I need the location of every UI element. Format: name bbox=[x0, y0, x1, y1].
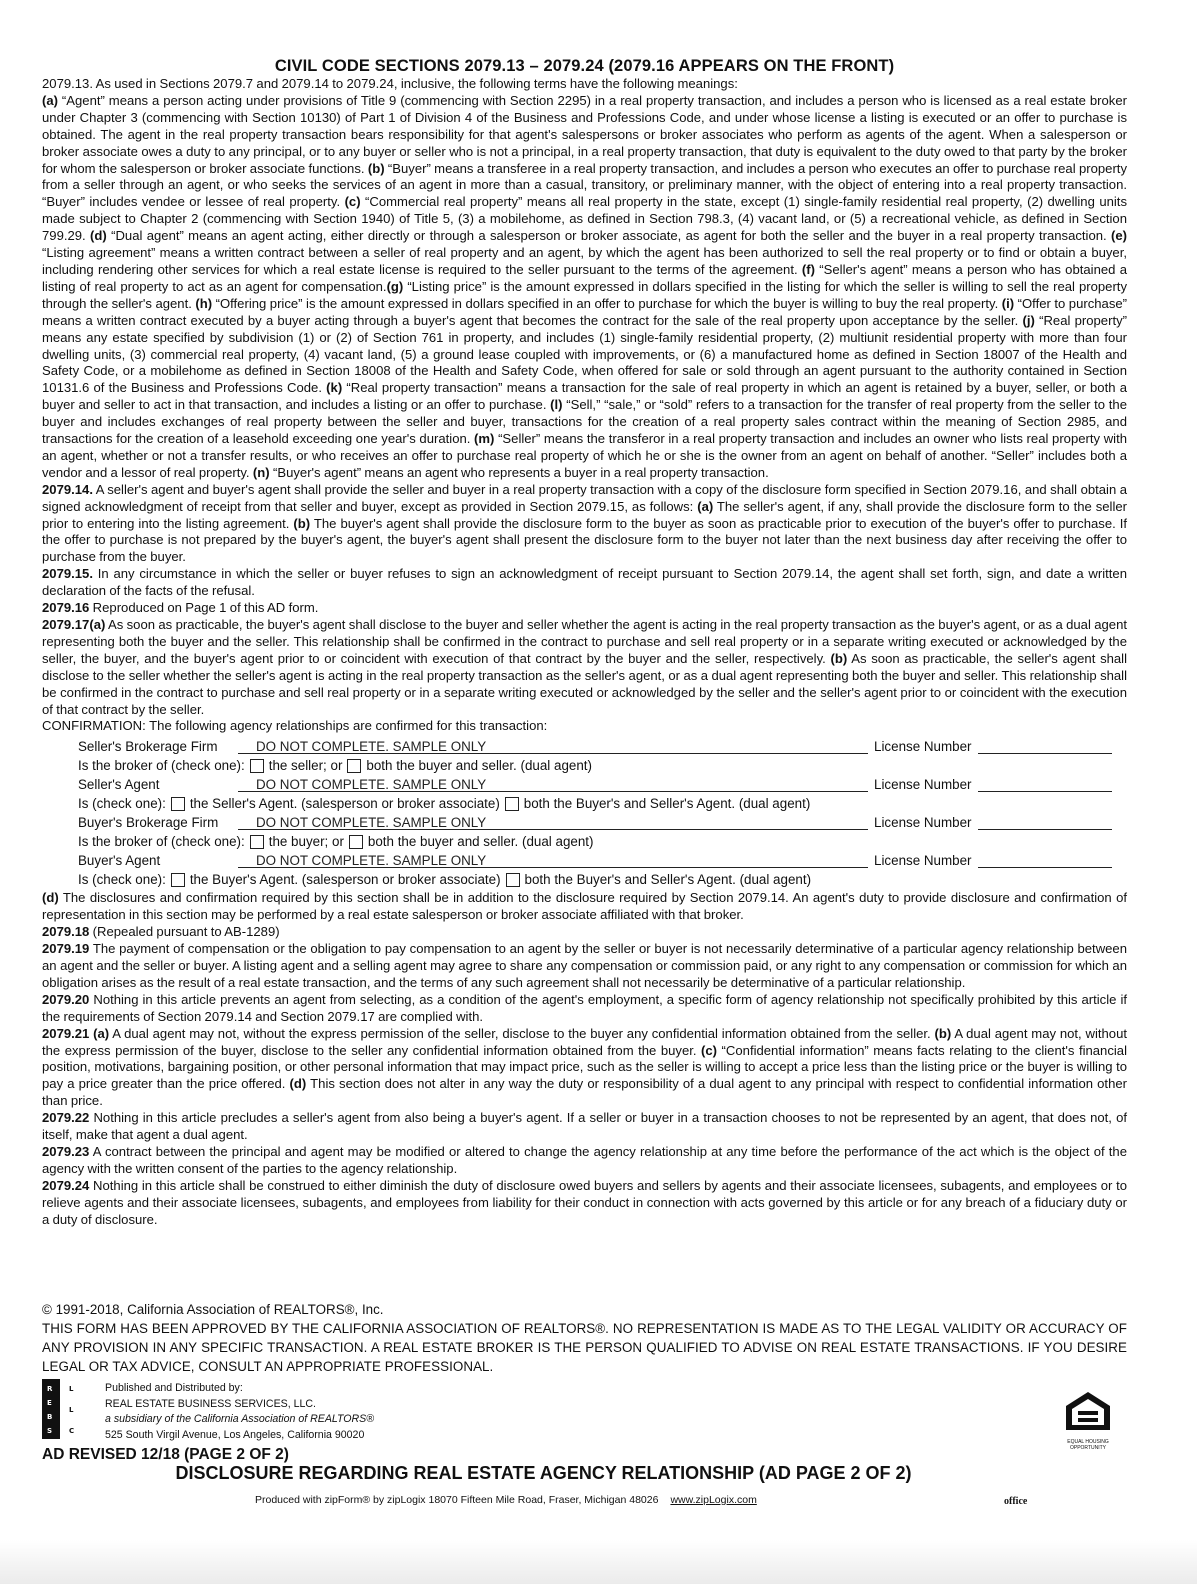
disclosure-title: DISCLOSURE REGARDING REAL ESTATE AGENCY RELATIONSHIP (AD PAGE 2 OF 2) bbox=[175, 1463, 912, 1483]
seller-agent-label: Seller's Agent bbox=[78, 777, 160, 793]
clause-text: The disclosures and confirmation required by this section shall be in addition to the disclosure required by Section 2079.14. An agent's duty to provide disclosure and confirmation of representation in this section may be performed by a real estate salesperson or broker associate affiliated with that broker. bbox=[42, 890, 1127, 923]
section-number: 2079.21 (a) bbox=[42, 1025, 110, 1041]
buyer-firm-label: Buyer's Brokerage Firm bbox=[78, 815, 219, 831]
footer-notice bbox=[42, 1300, 1127, 1376]
clause-label: (f) bbox=[801, 261, 815, 277]
section-2079-14 bbox=[42, 482, 1127, 567]
seller-agent-license-field[interactable] bbox=[978, 777, 1112, 792]
logo-letter: L bbox=[69, 1385, 74, 1393]
license-number-label: License Number bbox=[874, 777, 972, 793]
clause-text: “Listing agreement” means a written contract between a seller of real property and an agent, by which the agent has been authorized to sell the real property or to find or obtain a buyer, including rendering other services for which a real estate license is required to the seller pursuant to the terms of the agreement. bbox=[42, 245, 1127, 277]
buyer-broker-buyer-checkbox[interactable] bbox=[250, 835, 264, 849]
section-2079-16 bbox=[42, 600, 1127, 617]
buyer-agent-single-checkbox[interactable] bbox=[171, 873, 185, 887]
clause-label: (m) bbox=[474, 431, 495, 447]
buyer-firm-row bbox=[78, 811, 1127, 830]
form-revision: AD REVISED 12/18 (PAGE 2 OF 2) bbox=[42, 1446, 289, 1463]
clause-label: (b) bbox=[934, 1025, 952, 1041]
seller-broker-opt1-label: the seller; or bbox=[268, 758, 343, 774]
ziplogix-link[interactable]: www.zipLogix.com bbox=[670, 1494, 757, 1506]
section-text: (Repealed pursuant to AB-1289) bbox=[89, 924, 280, 940]
seller-firm-license-field[interactable] bbox=[978, 739, 1112, 754]
seller-broker-row bbox=[78, 754, 1127, 773]
equal-housing-logo bbox=[1060, 1390, 1120, 1451]
clause-text: “Offer to purchase” means a written contract executed by a buyer acting through a buyer's agent that becomes the contract for the sale of the real property upon acceptance by the seller. bbox=[42, 295, 1128, 328]
clause-text: “Commercial real property” means all real property in the state, except (1) single-family residential real property, (2) dwelling units made subject to Chapter 2 (commencing with Section 1940) of Title 5, (3) a mobilehome, as defined in Section 798.3, (4) vacant land, or (5) a recreational vehicle, as defined in Section 799.29. bbox=[42, 194, 1127, 244]
document-body bbox=[42, 76, 1127, 718]
section-text: Nothing in this article precludes a seller's agent from also being a buyer's agent. If a seller or buyer in a transaction chooses to not be represented by an agent, that does not, of itself, make that agent a dual agent. bbox=[42, 1110, 1127, 1143]
seller-broker-opt2-label: both the buyer and seller. (dual agent) bbox=[366, 758, 592, 774]
section-number: 2079.14. bbox=[42, 481, 93, 497]
buyer-agent-dual-checkbox[interactable] bbox=[506, 873, 520, 887]
section-number: 2079.15. bbox=[42, 566, 93, 582]
legal-disclaimer: THIS FORM HAS BEEN APPROVED BY THE CALIFORNIA ASSOCIATION OF REALTORS®. NO REPRESENTATION IS MADE AS TO THE LEGAL VALIDITY OR ACCURACY OF ANY PROVISION IN ANY SPECIFIC TRANSACTION. A REAL ESTATE BROKER IS THE PERSON QUALIFIED TO ADVISE ON REAL ESTATE TRANSACTIONS. IF YOU DESIRE LEGAL OR TAX ADVICE, CONSULT AN APPROPRIATE PROFESSIONAL. bbox=[42, 1321, 1127, 1374]
buyer-firm-field[interactable]: DO NOT COMPLETE. SAMPLE ONLY bbox=[238, 815, 868, 830]
clause-text: A dual agent may not, without the express permission of the seller, disclose to the buyer any confidential information obtained from the seller. bbox=[109, 1025, 935, 1041]
logo-letter: E bbox=[47, 1399, 52, 1407]
section-text: A seller's agent and buyer's agent shall provide the seller and buyer in a real property transaction with a copy of the disclosure form specified in Section 2079.16, and shall obtain a signed acknowledgment of receipt from that seller and buyer, except as provided in Section 2079.15, as follows: bbox=[42, 481, 1127, 514]
logo-letter: B bbox=[47, 1413, 53, 1421]
clause-text: “Listing price” is the amount expressed in dollars specified in the listing for which the seller is willing to sell the real property through the seller's agent. bbox=[42, 278, 1127, 311]
clause-text: “Real property” means any estate specified by subdivision (1) or (2) of Section 761 in property, and includes (1) single-family residential property, (2) multiunit residential property with more than four dwelling units, (3) commercial real property, (4) vacant land, (5) a ground lease coupled with improvements, or (6) a manufactured home as defined in Section 18007 of the Health and Safety Code, or a mobilehome as defined in Section 18008 of the Health and Safety Code, when offered for sale or sold through an agent pursuant to the authority contained in Section 10131.6 of the Business and Professions Code. bbox=[42, 312, 1127, 396]
publisher-text bbox=[105, 1381, 374, 1443]
section-number: 2079.22 bbox=[42, 1110, 90, 1126]
document-page bbox=[42, 56, 1127, 1228]
clause-label: (c) bbox=[701, 1042, 718, 1058]
buyer-agent-opt2-label: both the Buyer's and Seller's Agent. (dual agent) bbox=[524, 872, 812, 888]
seller-agent-row bbox=[78, 773, 1127, 792]
seller-agent-prefix: Is (check one): bbox=[78, 796, 166, 812]
section-2079-17-d bbox=[42, 890, 1127, 924]
clause-text: “Sell,” “sale,” or “sold” refers to a transaction for the transfer of real property from the seller to the buyer and includes exchanges of real property between the seller and buyer, transactions for the creation of a real property sales contract within the meaning of Section 2985, and transactions for the creation of a leasehold exceeding one year's duration. bbox=[42, 397, 1127, 447]
section-text: Nothing in this article prevents an agent from selecting, as a condition of the agent's employment, a specific form of agency relationship not specifically prohibited by this article if the requirements of Section 2079.14 and Section 2079.17 are complied with. bbox=[42, 991, 1127, 1024]
section-2079-13 bbox=[42, 76, 1127, 482]
equal-housing-icon bbox=[1060, 1390, 1116, 1434]
logo-letter: L bbox=[69, 1406, 74, 1414]
page-bottom-edge bbox=[0, 1540, 1197, 1584]
seller-firm-field[interactable]: DO NOT COMPLETE. SAMPLE ONLY bbox=[238, 739, 868, 754]
clause-label: (i) bbox=[1001, 295, 1015, 311]
clause-label: (j) bbox=[1022, 312, 1035, 328]
produced-text: Produced with zipForm® by zipLogix 18070 Fifteen Mile Road, Fraser, Michigan 48026 bbox=[255, 1494, 659, 1506]
clause-label: (d) bbox=[289, 1076, 307, 1092]
section-number: 2079.18 bbox=[42, 924, 90, 940]
clause-text: “Buyer” means a transferee in a real property transaction, and includes a person who executes an offer to purchase real property from a seller through an agent, or who seeks the services of an agent in more than a casual, transitory, or preliminary manner, with the object of entering into a real property transaction. “Buyer” includes vendee or lessee of real property. bbox=[42, 160, 1127, 210]
section-number: 2079.19 bbox=[42, 941, 90, 957]
clause-text: “Seller's agent” means a person who has obtained a listing of real property to act as an agent for compensation. bbox=[42, 261, 1127, 294]
section-text: A contract between the principal and agent may be modified or altered to change the agency relationship at any time before the performance of the act which is the object of the agency with the written consent of the parties to the agency relationship. bbox=[42, 1143, 1127, 1176]
buyer-agent-row bbox=[78, 849, 1127, 868]
buyer-broker-row bbox=[78, 830, 1127, 849]
clause-text: The buyer's agent shall provide the disclosure form to the buyer as soon as practicable prior to execution of the buyer's offer to purchase. If the offer to purchase is not prepared by the buyer's agent, the buyer's agent shall present the disclosure form to the buyer not later than the next business day after receiving the offer to purchase from the buyer. bbox=[42, 515, 1128, 565]
seller-agent-field[interactable]: DO NOT COMPLETE. SAMPLE ONLY bbox=[238, 777, 868, 792]
buyer-firm-license-field[interactable] bbox=[978, 815, 1112, 830]
clause-text: “Seller” means the transferor in a real property transaction and includes an owner who lists real property with an agent, whether or not a transfer results, or who receives an offer to purchase real property of which he or she is the owner from an agent on behalf of another. “Seller” includes both a vendor and a lessor of real property. bbox=[42, 431, 1127, 480]
section-text: In any circumstance in which the seller or buyer refuses to sign an acknowledgment of receipt pursuant to Section 2079.14, the agent shall set forth, sign, and date a written declaration of the facts of the refusal. bbox=[42, 566, 1127, 599]
section-number: 2079.24 bbox=[42, 1177, 90, 1193]
seller-agent-opt2-label: both the Buyer's and Seller's Agent. (dual agent) bbox=[523, 796, 811, 812]
publisher-block bbox=[42, 1379, 462, 1439]
publisher-line: a subsidiary of the California Association of REALTORS® bbox=[105, 1413, 375, 1425]
clause-text: The seller's agent, if any, shall provide the disclosure form to the seller prior to entering into the listing agreement. bbox=[42, 498, 1127, 531]
buyer-agent-check-row bbox=[78, 868, 1127, 887]
section-2079-15 bbox=[42, 566, 1127, 600]
buyer-agent-label: Buyer's Agent bbox=[78, 853, 161, 869]
seller-broker-prefix: Is the broker of (check one): bbox=[78, 758, 245, 774]
clause-label: (a) bbox=[697, 498, 714, 514]
clause-text: “Agent” means a person acting under provisions of Title 9 (commencing with Section 2295) in a real property transaction, and includes a person who is licensed as a real estate broker under Chapter 3 (commencing with Section 10130) of Part 1 of Division 4 of the Business and Professions Code, and under whose license a listing is executed or an offer to purchase is obtained. The agent in the real property transaction bears responsibility for that agent's salespersons or broker associates who perform as agents of the agent. When a salesperson or broker associate owes a duty to any principal, or to any buyer or seller who is not a principal, in a real property transaction, that duty is equivalent to the duty owed to that party by the broker for whom the salesperson or broker associate functions. bbox=[42, 92, 1127, 176]
clause-label: (n) bbox=[252, 464, 270, 480]
clause-label: (k) bbox=[326, 380, 343, 396]
seller-agent-check-row bbox=[78, 792, 1127, 811]
section-2079-23 bbox=[42, 1144, 1127, 1178]
logo-letter: C bbox=[69, 1427, 75, 1435]
clause-text: This section does not alter in any way the duty or responsibility of a dual agent to any principal with respect to confidential information other than price. bbox=[42, 1076, 1127, 1109]
publisher-line: Published and Distributed by: bbox=[105, 1382, 243, 1394]
clause-label: (d) bbox=[90, 228, 107, 244]
section-text: The payment of compensation or the obligation to pay compensation to an agent by the seller or buyer is not necessarily determinative of a particular agency relationship between an agent and the seller or buyer. A listing agent and a selling agent may agree to share any compensation or commission paid, or any right to any compensation or commission for which an obligation arises as the result of a real estate transaction, and the terms of any such agreement shall not necessarily be determinative of a particular relationship. bbox=[42, 941, 1127, 990]
confirmation-block bbox=[78, 735, 1127, 887]
seller-agent-dual-checkbox[interactable] bbox=[505, 797, 519, 811]
buyer-broker-opt2-label: both the buyer and seller. (dual agent) bbox=[367, 834, 594, 850]
license-number-label: License Number bbox=[874, 815, 972, 831]
eho-text bbox=[1060, 1439, 1116, 1451]
section-2079-22 bbox=[42, 1110, 1127, 1144]
clause-text: “Offering price” is the amount expressed in dollars specified in an offer to purchase for which the buyer is willing to buy the real property. bbox=[212, 295, 1002, 311]
clause-text: As soon as practicable, the buyer's agent shall disclose to the buyer and seller whether the agent is acting in the real property transaction as the buyer's agent, or as a dual agent representing both the buyer and the seller. This relationship shall be confirmed in the contract to purchase and sell real property or in a separate writing executed or acknowledged by the seller, the buyer, and the buyer's agent prior to or coincident with execution of that contract by the buyer and the seller, respectively. bbox=[42, 617, 1127, 666]
confirmation-heading: CONFIRMATION: The following agency relationships are confirmed for this transaction: bbox=[42, 718, 548, 734]
copyright-line: © 1991-2018, California Association of REALTORS®, Inc. bbox=[42, 1302, 384, 1317]
license-number-label: License Number bbox=[874, 853, 972, 869]
seller-agent-opt1-label: the Seller's Agent. (salesperson or broker associate) bbox=[189, 796, 500, 812]
clause-text: As soon as practicable, the seller's agent shall disclose to the seller whether the seller's agent is acting in the real property transaction as the seller's agent, or as a dual agent representing both the buyer and seller. This relationship shall be confirmed in the contract to purchase and sell real property or in a separate writing executed or acknowledged by the seller and the seller's agent prior to or coincident with the execution of that contract by the seller. bbox=[42, 650, 1127, 717]
section-text: Nothing in this article shall be construed to either diminish the duty of disclosure owed buyers and sellers by agents and their associate licensees, subagents, and employees or to relieve agents and their associate licensees, subagents, and employees from liability for their conduct in connection with acts governed by this article or for any breach of a fiduciary duty or a duty of disclosure. bbox=[42, 1177, 1127, 1227]
clause-label: (b) bbox=[293, 515, 311, 531]
section-2079-20 bbox=[42, 992, 1127, 1026]
clause-label: (c) bbox=[344, 194, 361, 210]
seller-firm-label: Seller's Brokerage Firm bbox=[78, 739, 218, 755]
section-2079-19 bbox=[42, 941, 1127, 992]
publisher-line: 525 South Virgil Avenue, Los Angeles, California 90020 bbox=[105, 1428, 365, 1441]
clause-text: “Dual agent” means an agent acting, either directly or through a salesperson or broker associate, as agent for both the seller and the buyer in a real property transaction. bbox=[106, 228, 1111, 244]
section-number: 2079.23 bbox=[42, 1143, 90, 1159]
section-2079-17 bbox=[42, 617, 1127, 718]
clause-text: “Real property transaction” means a transaction for the sale of real property in which an agent is retained by a buyer, seller, or both a buyer and seller to act in that transaction, and includes a listing or an offer to purchase. bbox=[42, 380, 1127, 413]
logo-letter: R bbox=[47, 1385, 53, 1393]
buyer-agent-opt1-label: the Buyer's Agent. (salesperson or broker associate) bbox=[189, 872, 501, 888]
clause-label: (h) bbox=[195, 295, 213, 311]
clause-text: “Confidential information” means facts relating to the client's financial position, motivations, bargaining position, or other personal information that may impact price, such as the seller is willing to accept a price less than the listing price or the buyer is willing to pay a price greater than the price offered. bbox=[42, 1042, 1127, 1092]
clause-text: A dual agent may not, without the express permission of the buyer, disclose to the seller any confidential information obtained from the buyer. bbox=[42, 1025, 1127, 1058]
buyer-agent-license-field[interactable] bbox=[978, 853, 1112, 868]
seller-broker-dual-checkbox[interactable] bbox=[347, 759, 361, 773]
clause-label: (l) bbox=[550, 397, 563, 413]
buyer-agent-field[interactable]: DO NOT COMPLETE. SAMPLE ONLY bbox=[238, 853, 868, 868]
buyer-broker-prefix: Is the broker of (check one): bbox=[78, 834, 245, 850]
section-number: 2079.17(a) bbox=[42, 617, 106, 632]
buyer-broker-opt1-label: the buyer; or bbox=[268, 834, 344, 850]
eho-line: EQUAL HOUSING bbox=[1067, 1439, 1109, 1445]
section-2079-21 bbox=[42, 1026, 1127, 1111]
clause-label: (b) bbox=[830, 650, 848, 666]
clause-label: (a) bbox=[42, 92, 59, 108]
buyer-agent-prefix: Is (check one): bbox=[78, 872, 166, 888]
document-body-continued bbox=[42, 890, 1127, 1228]
section-text: Reproduced on Page 1 of this AD form. bbox=[89, 600, 319, 616]
clause-label: (e) bbox=[1110, 228, 1127, 244]
produced-with bbox=[255, 1494, 757, 1506]
section-number: 2079.20 bbox=[42, 991, 90, 1007]
section-number: 2079.16 bbox=[42, 600, 90, 616]
eho-line: OPPORTUNITY bbox=[1069, 1445, 1107, 1451]
section-2079-24 bbox=[42, 1178, 1127, 1229]
seller-firm-row bbox=[78, 735, 1127, 754]
seller-broker-seller-checkbox[interactable] bbox=[250, 759, 264, 773]
section-2079-13-intro: 2079.13. As used in Sections 2079.7 and 2079.14 to 2079.24, inclusive, the following terms have the following meanings: bbox=[42, 76, 738, 91]
publisher-line: REAL ESTATE BUSINESS SERVICES, LLC. bbox=[105, 1397, 316, 1410]
license-number-label: License Number bbox=[874, 739, 972, 755]
logo-letter: S bbox=[47, 1427, 53, 1435]
buyer-broker-dual-checkbox[interactable] bbox=[349, 835, 363, 849]
clause-text: “Buyer's agent” means an agent who represents a buyer in a real property transaction. bbox=[269, 464, 769, 480]
section-2079-18 bbox=[42, 924, 1127, 941]
office-label: office bbox=[1004, 1496, 1028, 1507]
clause-label: (d) bbox=[42, 890, 59, 906]
rebs-logo bbox=[42, 1379, 82, 1439]
page-title: CIVIL CODE SECTIONS 2079.13 – 2079.24 (2079.16 APPEARS ON THE FRONT) bbox=[274, 57, 895, 75]
clause-label: (g) bbox=[386, 278, 404, 294]
seller-agent-single-checkbox[interactable] bbox=[171, 797, 185, 811]
clause-label: (b) bbox=[367, 160, 385, 176]
